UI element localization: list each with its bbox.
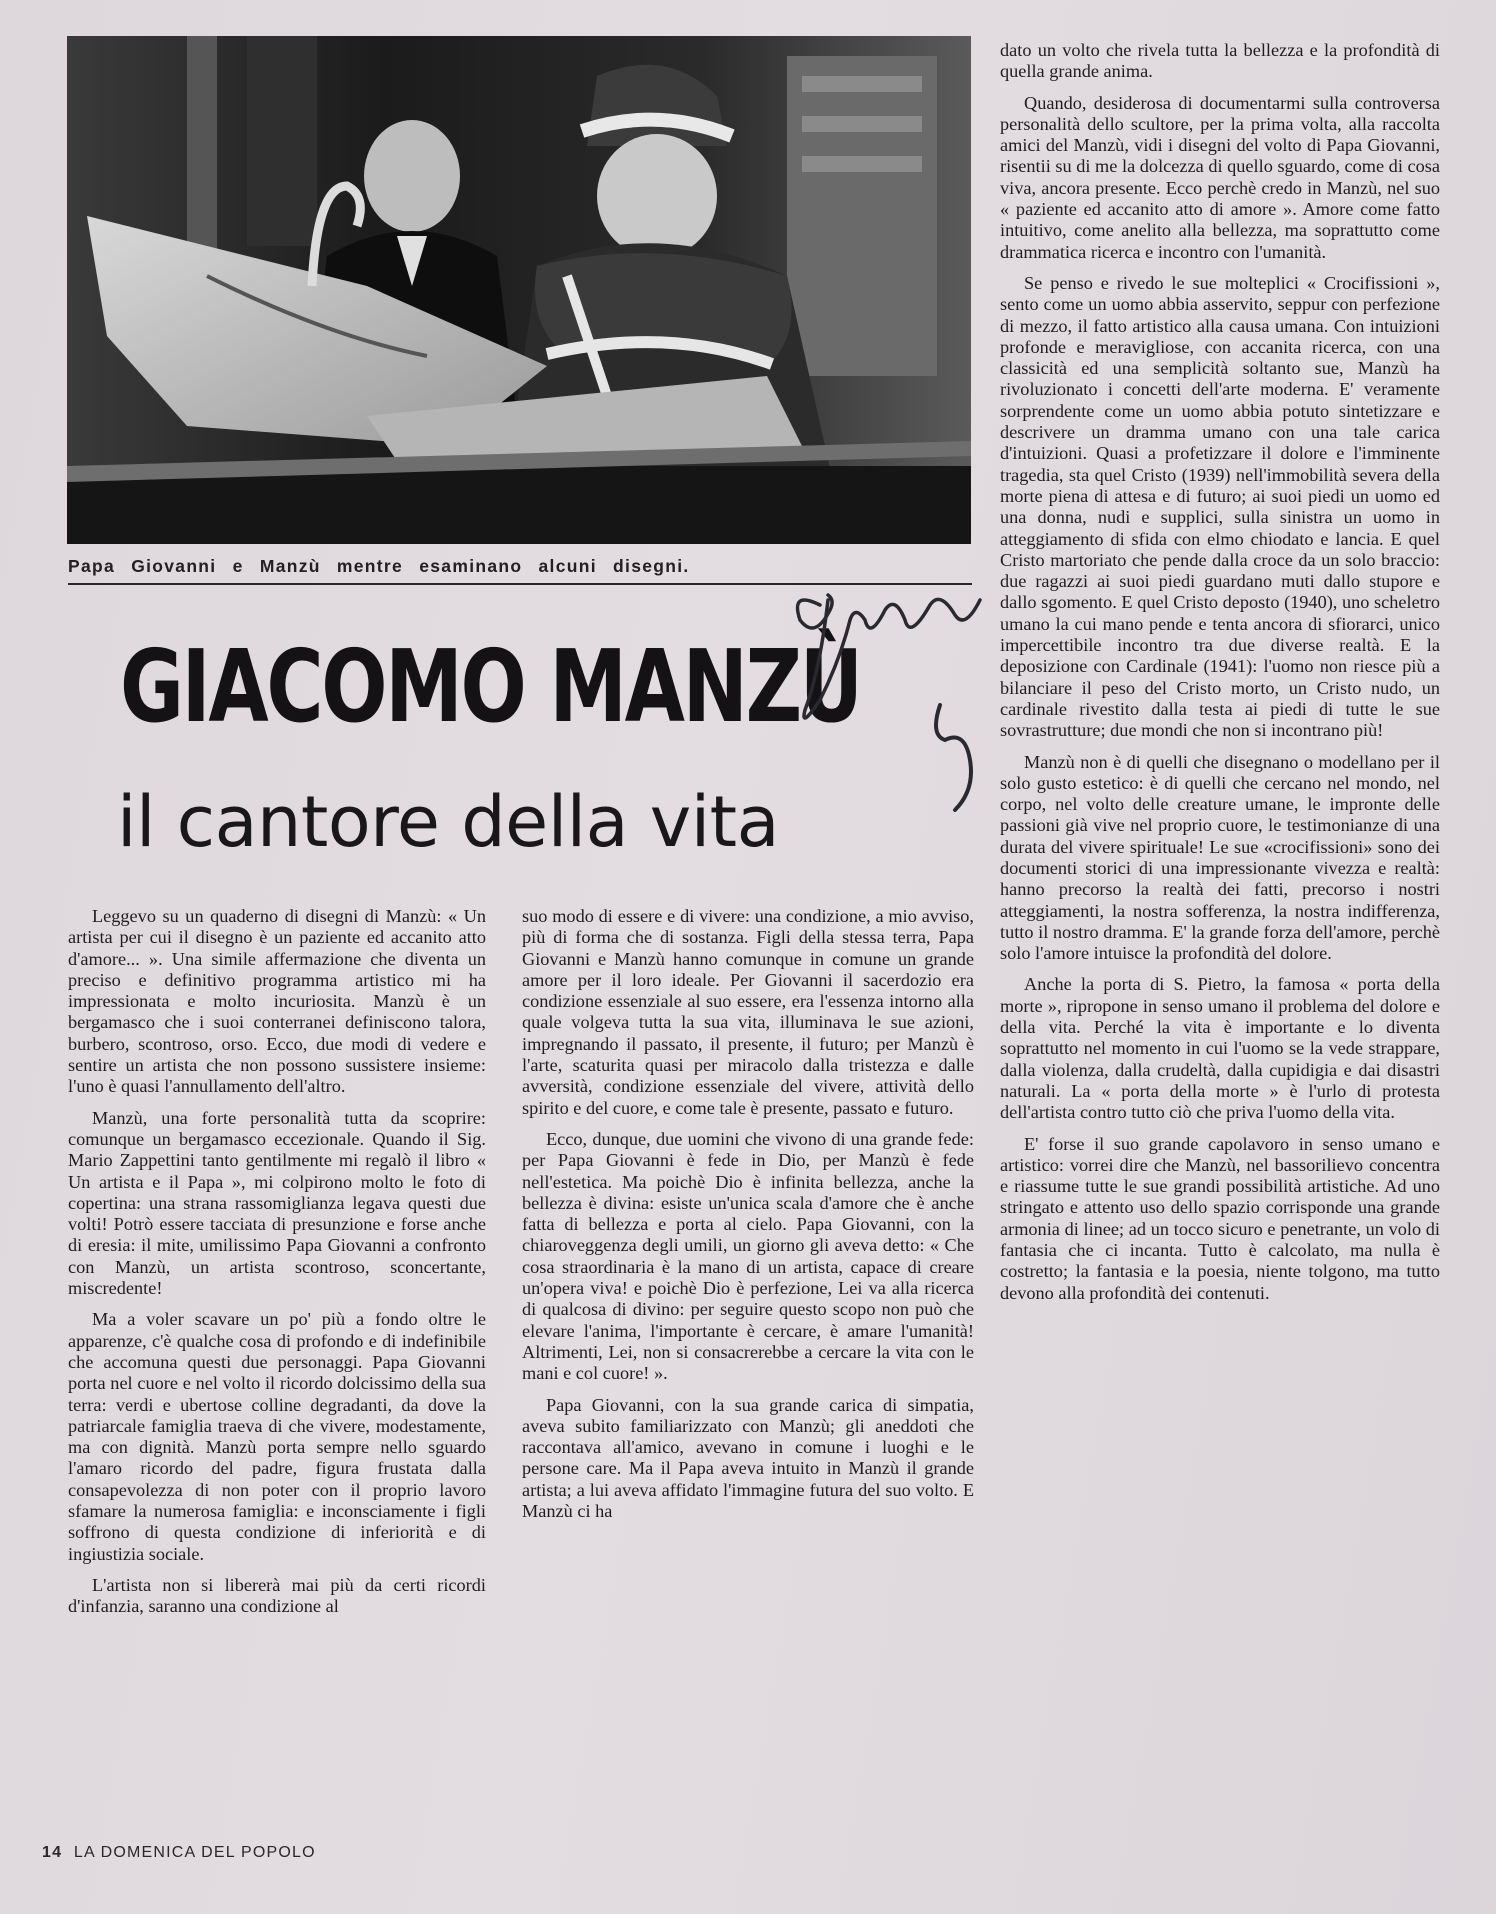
article-column-1 — [68, 906, 486, 1618]
paragraph: Anche la porta di S. Pietro, la famosa « porta della morte », ripropone in senso umano il problema del dolore e della vita. Perché la vita è importante e lo diventa soprattutto nel momento in cui l'uomo se la vede strappare, dalla violenza, dalla crudeltà, dalla cupidigia e dai disastri naturali. La « porta della morte » è l'urlo di protesta dell'artista contro tutto ciò che priva l'uomo della vita. — [1000, 974, 1440, 1123]
paragraph: Ma a voler scavare un po' più a fondo oltre le apparenze, c'è qualche cosa di profondo e di indefinibile che accomuna questi due personaggi. Papa Giovanni porta nel cuore e nel volto il ricordo dolcissimo della sua terra: verdi e ubertose colline degradanti, da dove la patriarcale famiglia traeva di che vivere, modestamente, ma con dignità. Manzù porta sempre nello sguardo l'amaro ricordo del padre, figura frustata dalla consapevolezza di non poter con il proprio lavoro sfamare la numerosa famiglia: e inconsciamente i figli soffrono di questa condizione di inferiorità e di ingiustizia sociale. — [68, 1309, 486, 1564]
article-column-2 — [522, 906, 974, 1522]
article-title: GIACOMO MANZÙ — [120, 628, 861, 745]
paragraph: dato un volto che rivela tutta la bellezza e la profondità di quella grande anima. — [1000, 40, 1440, 82]
photo-pope-and-manzu — [67, 36, 971, 544]
paragraph: Manzù, una forte personalità tutta da scoprire: comunque un bergamasco eccezionale. Quando il Sig. Mario Zappettini tanto gentilmente mi regalò il libro « Un artista e il Papa », mi colpirono molto le foto di copertina: una strana rassomiglianza legava questi due volti! Potrò essere tacciata di presunzione e forse anche di eresia: il mite, umilissimo Papa Giovanni a confronto con Manzù, un artista scontroso, sconcertante, miscredente! — [68, 1107, 486, 1299]
magazine-name: LA DOMENICA DEL POPOLO — [73, 1844, 316, 1861]
article-column-3 — [1000, 40, 1440, 1304]
paragraph: E' forse il suo grande capolavoro in senso umano e artistico: vorrei dire che Manzù, nel bassorilievo concentra e riassume tutte le sue grandi possibilità artistiche. Ad uno stringato e attento uso dello spazio corrisponde una grande armonia di linee; ad un tocco sicuro e penetrante, un volo di fantasia che ci incanta. Tutto è calcolato, ma nulla è costretto; la fantasia e la poesia, niente tolgono, ma tutto devono alla profondità dei contenuti. — [1000, 1133, 1440, 1303]
photo-image — [67, 36, 971, 544]
paragraph: Se penso e rivedo le sue molteplici « Crocifissioni », sento come un uomo abbia asservito, seppur con perfezione di mezzo, il fatto artistico alla causa umana. Con intuizioni profonde e meravigliose, con accanita ricerca, con una classicità ed una semplicità soltanto sue, Manzù ha rivoluzionato i concetti dell'arte moderna. E' veramente sorprendente come un uomo abbia potuto sintetizzare e descrivere un dramma umano con una tale carica d'intuizioni. Quasi a profetizzare il dolore e l'imminente tragedia, sta quel Cristo (1939) nell'immobilità severa della morte piena di attesa e di futuro; ai suoi piedi un uomo ed una donna, nudi e supplici, sulla sinistra un uomo in atteggiamento di sfida con elmo chiodato e lancia. E quel Cristo martoriato che pende dalla croce da un solo braccio: due ragazzi ai suoi piedi guardano muti dallo stupore e dallo sgomento. E quel Cristo deposto (1940), uno scheletro umano la cui mano pende e tenta ancora di sfiorarci, unico impercettibile incontro tra due diverse realtà. E la deposizione con Cardinale (1941): l'uomo non riesce più a bilanciare il peso del Cristo morto, un Cristo nudo, un cardinale rivestito dalla testa ai piedi di tutte le sue sovrastrutture; due mondi che non si incontrano più! — [1000, 272, 1440, 741]
handwritten-signature — [780, 560, 990, 830]
paragraph: Ecco, dunque, due uomini che vivono di una grande fede: per Papa Giovanni è fede in Dio, per Manzù è fede nell'estetica. Ma poichè Dio è infinita bellezza, anche la bellezza è divina: esiste un'unica scala d'amore che è anche fatta di bellezza e porta al cielo. Papa Giovanni, con la chiaroveggenza degli umili, un giorno gli aveva detto: « Che cosa straordinaria è la mano di un artista, capace di creare un'opera viva! e poichè Dio è perfezione, Lei va alla ricerca di qualcosa di divino: per seguire questo scopo non può che elevare l'anima, l'importante è cercare, è amare l'umanità! Altrimenti, Lei, non si consacrerebbe a cercare la vita con le mani e col cuore! ». — [522, 1128, 974, 1384]
paragraph: Leggevo su un quaderno di disegni di Manzù: « Un artista per cui il disegno è un paziente ed accanito atto d'amore... ». Una simile affermazione che diventa un preciso e definitivo programma artistico mi ha impressionata e molto incuriosita. Manzù è un bergamasco che i suoi conterranei definiscono talora, burbero, scontroso, orso. Ecco, due modi di vedere e sentire un artista che non possono sussistere insieme: l'uno è quasi l'annullamento dell'altro. — [68, 906, 486, 1097]
photo-caption: Papa Giovanni e Manzù mentre esaminano alcuni disegni. — [68, 556, 972, 585]
page-number: 14 — [42, 1844, 63, 1861]
paragraph: Quando, desiderosa di documentarmi sulla controversa personalità dello scultore, per la prima volta, alla raccolta amici del Manzù, vidi i disegni del volto di Papa Giovanni, risentii su di me la dolcezza di quello sguardo, come di cosa viva, ancora presente. Ecco perchè credo in Manzù, nel suo « paziente ed accanito atto di amore ». Amore come fatto intuitivo, come anelito alla bellezza, ma soprattutto come drammatica ricerca e incontro con l'umanità. — [1000, 92, 1440, 262]
paragraph: L'artista non si libererà mai più da certi ricordi d'infanzia, saranno una condizione al — [68, 1574, 486, 1617]
article-subtitle: il cantore della vita — [117, 781, 779, 863]
paragraph: Manzù non è di quelli che disegnano o modellano per il solo gusto estetico: è di quelli che cercano nel mondo, nel corpo, nel volto delle creature umane, le impronte delle passioni già vive nel proprio cuore, le testimonianze di una durata del vivere spirituale! Le sue «crocifissioni» sono dei documenti storici di una impressionante vivezza e realtà: hanno precorso la realtà dei fatti, precorso i nostri atteggiamenti, la nostra sofferenza, la nostra indifferenza, tutto il nostro dramma. E' la grande forza dell'amore, perchè solo l'amore intuisce la profondità del dolore. — [1000, 751, 1440, 964]
page-footer — [42, 1844, 316, 1862]
paragraph: Papa Giovanni, con la sua grande carica di simpatia, aveva subito familiarizzato con Manzù; gli aneddoti che raccontava all'amico, avevano in comune i luoghi e le persone care. Ma il Papa aveva intuito in Manzù il grande artista; a lui aveva affidato l'immagine futura del suo volto. E Manzù ci ha — [522, 1394, 974, 1522]
paragraph: suo modo di essere e di vivere: una condizione, a mio avviso, più di forma che di sostanza. Figli della stessa terra, Papa Giovanni e Manzù hanno comunque in comune un grande amore per il loro ideale. Per Giovanni il sacerdozio era condizione essenziale al suo essere, era l'essenza intorno alla quale volgeva tutta la sua vita, illuminava le sue azioni, impregnando il passato, il presente, il futuro; per Manzù è l'arte, scaturita quasi per miracolo dalla tristezza e dalle avversità, condizione essenziale del vivere, attività dello spirito e del cuore, e come tale è presente, passato e futuro. — [522, 906, 974, 1118]
